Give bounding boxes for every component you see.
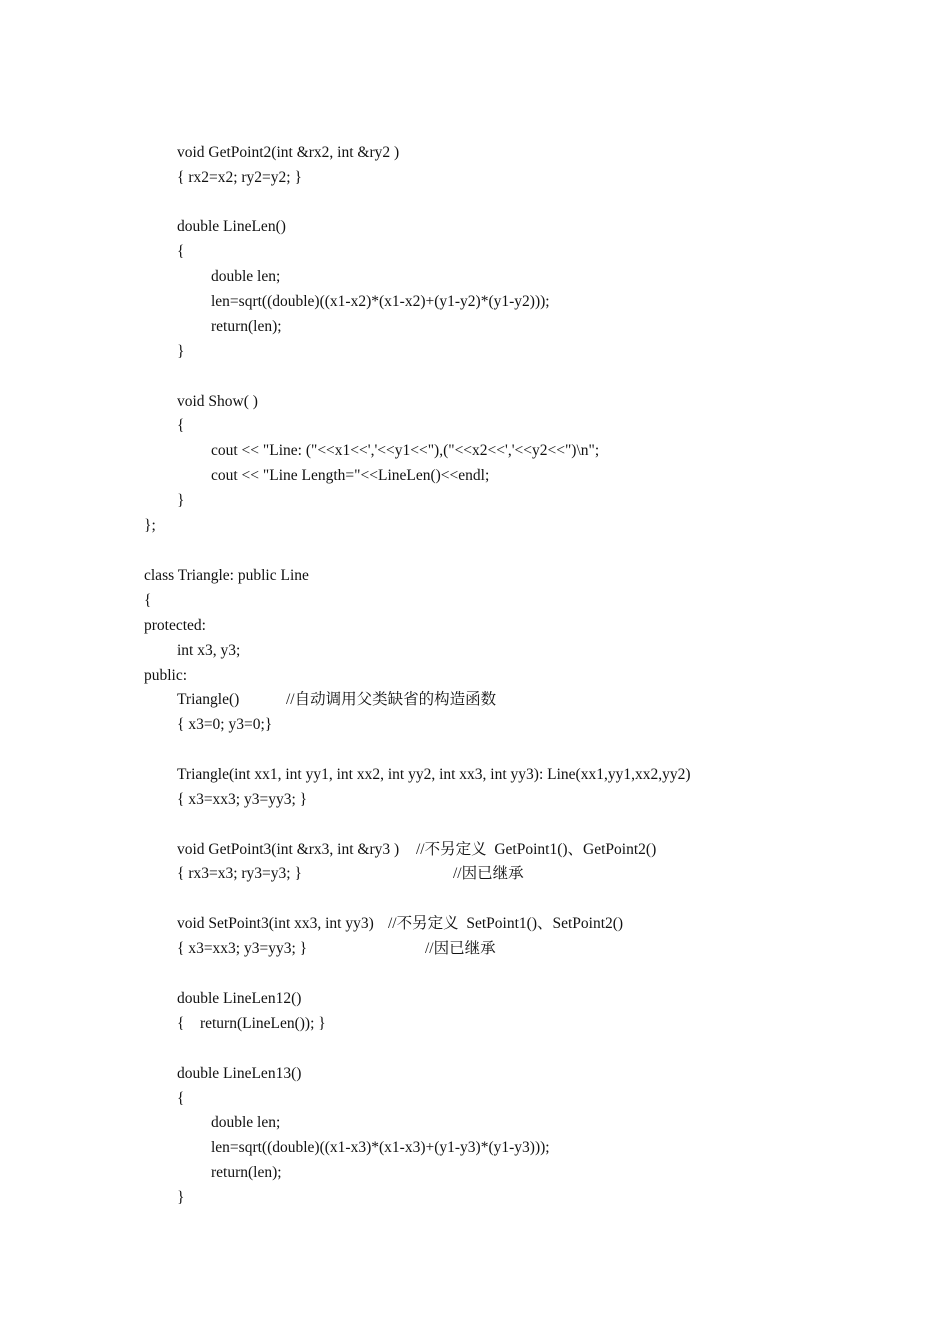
code-line: { x3=xx3; y3=yy3; } [177,940,308,957]
code-line: public: [144,667,188,684]
code-line: { rx2=x2; ry2=y2; } [177,169,302,186]
code-line: void GetPoint2(int &rx2, int &ry2 ) [177,144,400,161]
code-line: len=sqrt((double)((x1-x3)*(x1-x3)+(y1-y3)*(y1-y3))); [211,1139,550,1156]
code-line: { [177,417,185,434]
code-line: double LineLen12() [177,990,302,1007]
code-line: } [177,1189,185,1206]
code-line: void SetPoint3(int xx3, int yy3) [177,915,374,932]
code-line: Triangle() [177,691,240,708]
code-line: { rx3=x3; ry3=y3; } [177,865,302,882]
code-comment: //自动调用父类缺省的构造函数 [286,691,497,708]
code-line: cout << "Line: ("<<x1<<','<<y1<<"),("<<x2<<','<<y2<<")\n"; [211,442,600,459]
code-line: void GetPoint3(int &rx3, int &ry3 ) [177,841,400,858]
code-line: double LineLen13() [177,1065,302,1082]
code-line: double len; [211,1114,281,1131]
code-line: }; [144,517,156,534]
code-line: { [177,243,185,260]
code-line: class Triangle: public Line [144,567,309,584]
code-line: double len; [211,268,281,285]
code-line: { [144,592,152,609]
code-line: } [177,343,185,360]
code-line: Triangle(int xx1, int yy1, int xx2, int yy2, int xx3, int yy3): Line(xx1,yy1,xx2,yy2) [177,766,691,783]
code-line: double LineLen() [177,218,286,235]
code-line: return(len); [211,318,282,335]
code-line: { return(LineLen()); } [177,1015,326,1032]
code-line: cout << "Line Length="<<LineLen()<<endl; [211,467,490,484]
code-line: } [177,492,185,509]
code-comment: //因已继承 [425,940,496,957]
code-comment: //因已继承 [453,865,524,882]
code-line: void Show( ) [177,393,258,410]
code-line: { x3=0; y3=0;} [177,716,273,733]
code-line: len=sqrt((double)((x1-x2)*(x1-x2)+(y1-y2)*(y1-y2))); [211,293,550,310]
code-line: return(len); [211,1164,282,1181]
code-line: protected: [144,617,206,634]
code-line: { x3=xx3; y3=yy3; } [177,791,308,808]
code-line: int x3, y3; [177,642,241,659]
code-comment: //不另定义 GetPoint1()、GetPoint2() [416,841,657,858]
code-comment: //不另定义 SetPoint1()、SetPoint2() [388,915,624,932]
code-line: { [177,1090,185,1107]
